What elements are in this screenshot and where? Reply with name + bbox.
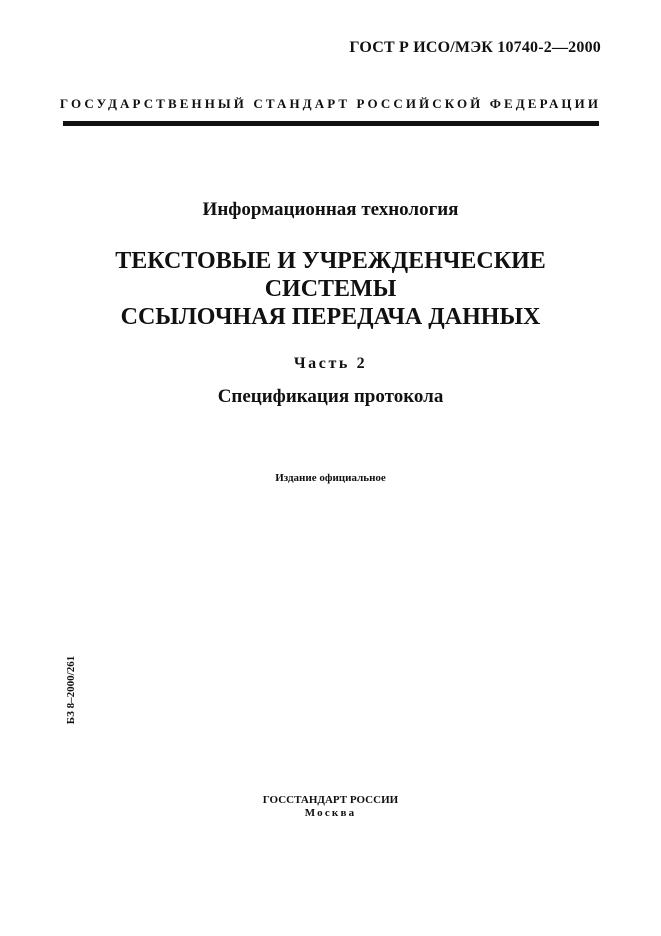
header-divider xyxy=(63,121,599,126)
part-number: Часть 2 xyxy=(293,355,368,372)
title-line: ТЕКСТОВЫЕ И УЧРЕЖДЕНЧЕСКИЕ xyxy=(115,248,546,274)
state-standard-header: ГОСУДАРСТВЕННЫЙ СТАНДАРТ РОССИЙСКОЙ ФЕДЕРАЦИИ xyxy=(59,96,602,111)
publisher: ГОССТАНДАРТ РОССИИ xyxy=(262,794,399,806)
subject-heading: Информационная технология xyxy=(202,199,459,220)
title-line: ССЫЛОЧНАЯ ПЕРЕДАЧА ДАННЫХ xyxy=(120,304,541,330)
part-title: Спецификация протокола xyxy=(217,386,444,407)
title-line: СИСТЕМЫ xyxy=(264,276,397,302)
document-code: ГОСТ Р ИСО/МЭК 10740-2—2000 xyxy=(349,39,601,56)
document-title xyxy=(0,247,661,331)
side-mark-text: БЗ 8–2000/261 xyxy=(65,655,77,725)
edition-note: Издание официальное xyxy=(275,472,386,484)
publisher-city: Москва xyxy=(304,807,357,819)
